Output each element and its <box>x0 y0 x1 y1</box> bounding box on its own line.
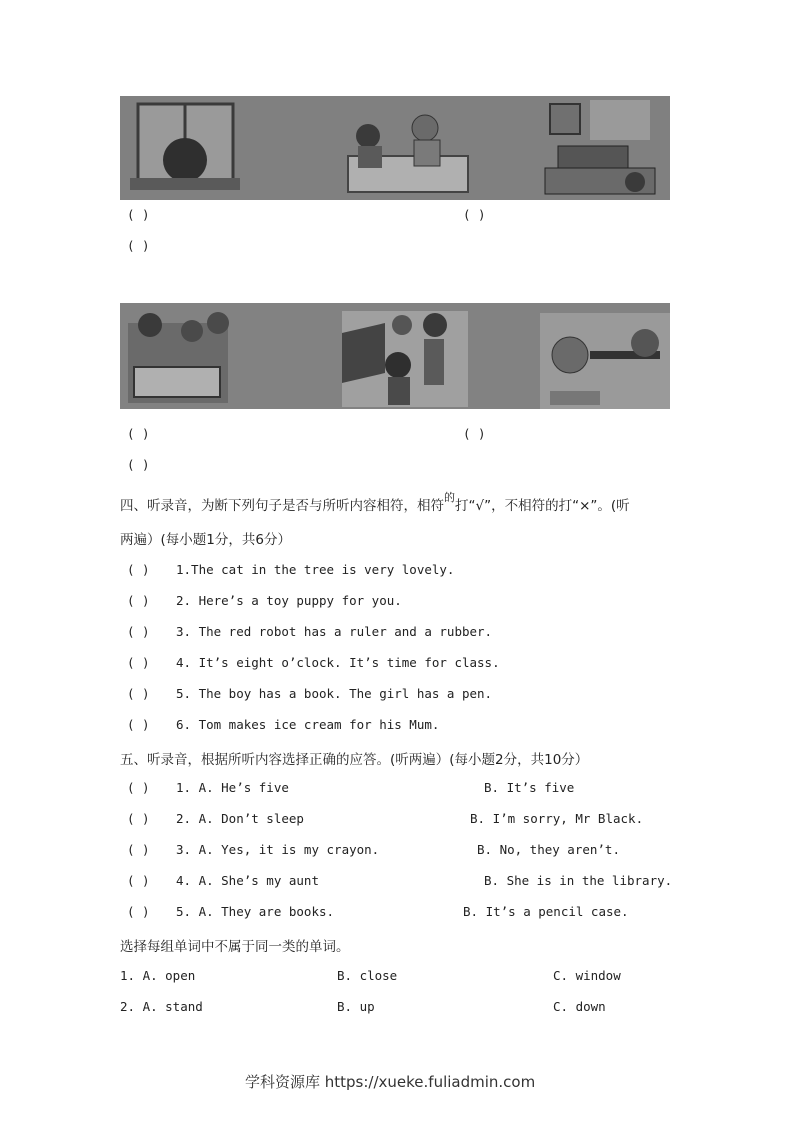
s4-item2-paren[interactable]: ( ) <box>127 593 150 608</box>
s5-item3-option-a[interactable]: 3. A. Yes, it is my crayon. <box>176 842 380 857</box>
paren-2a[interactable]: ( ) <box>127 426 150 441</box>
footer-watermark: 学科资源库 https://xueke.fuliadmin.com <box>245 1073 536 1091</box>
s4-item5-paren[interactable]: ( ) <box>127 686 150 701</box>
s4-item4-paren[interactable]: ( ) <box>127 655 150 670</box>
s4-item6-text: 6. Tom makes ice cream for his Mum. <box>176 717 440 732</box>
s5-item1-option-b[interactable]: B. It’s five <box>484 780 575 795</box>
s6-row2-a[interactable]: 2. A. stand <box>120 999 203 1014</box>
s5-item2-paren[interactable]: ( ) <box>127 811 150 826</box>
s4-item6-paren[interactable]: ( ) <box>127 717 150 732</box>
paren-2b[interactable]: ( ) <box>463 426 486 441</box>
picture-strip-2-art <box>120 303 670 409</box>
paren-1b[interactable]: ( ) <box>463 207 486 222</box>
picture-strip-1 <box>120 96 670 200</box>
s5-item2-option-b[interactable]: B. I’m sorry, Mr Black. <box>470 811 644 826</box>
s5-item5-option-b[interactable]: B. It’s a pencil case. <box>463 904 629 919</box>
s5-item2-option-a[interactable]: 2. A. Don’t sleep <box>176 811 304 826</box>
s6-row2-b[interactable]: B. up <box>337 999 375 1014</box>
picture-strip-1-art <box>120 96 670 200</box>
s4-item3-text: 3. The red robot has a ruler and a rubber. <box>176 624 493 639</box>
s6-row1-a[interactable]: 1. A. open <box>120 968 196 983</box>
s5-item3-option-b[interactable]: B. No, they aren’t. <box>477 842 620 857</box>
s4-item5-text: 5. The boy has a book. The girl has a pen. <box>176 686 493 701</box>
s6-row1-c[interactable]: C. window <box>553 968 621 983</box>
s4-item1-paren[interactable]: ( ) <box>127 562 150 577</box>
s5-item1-paren[interactable]: ( ) <box>127 780 150 795</box>
section4-heading <box>120 491 630 514</box>
s5-item5-option-a[interactable]: 5. A. They are books. <box>176 904 335 919</box>
s5-item5-paren[interactable]: ( ) <box>127 904 150 919</box>
section4-heading-part2: 打“√”，不相符的打“×”。(听 <box>455 498 630 514</box>
paren-2c[interactable]: ( ) <box>127 457 150 472</box>
paren-1a[interactable]: ( ) <box>127 207 150 222</box>
s6-row1-b[interactable]: B. close <box>337 968 398 983</box>
section4-heading-line2: 两遍）(每小题1分，共6分） <box>120 532 291 548</box>
section6-heading: 选择每组单词中不属于同一类的单词。 <box>120 939 350 955</box>
section4-heading-sup: 的 <box>444 491 455 504</box>
s4-item1-text: 1.The cat in the tree is very lovely. <box>176 562 455 577</box>
s4-item4-text: 4. It’s eight o’clock. It’s time for class. <box>176 655 500 670</box>
s5-item1-option-a[interactable]: 1. A. He’s five <box>176 780 289 795</box>
s5-item4-option-b[interactable]: B. She is in the library. <box>484 873 673 888</box>
s4-item2-text: 2. Here’s a toy puppy for you. <box>176 593 402 608</box>
s4-item3-paren[interactable]: ( ) <box>127 624 150 639</box>
section5-heading: 五、听录音，根据所听内容选择正确的应答。(听两遍）(每小题2分，共10分） <box>120 752 589 768</box>
s5-item4-paren[interactable]: ( ) <box>127 873 150 888</box>
paren-1c[interactable]: ( ) <box>127 238 150 253</box>
s5-item3-paren[interactable]: ( ) <box>127 842 150 857</box>
picture-strip-2 <box>120 303 670 409</box>
s5-item4-option-a[interactable]: 4. A. She’s my aunt <box>176 873 319 888</box>
section4-heading-part1: 四、听录音，为断下列句子是否与所听内容相符，相符 <box>120 498 444 514</box>
s6-row2-c[interactable]: C. down <box>553 999 606 1014</box>
